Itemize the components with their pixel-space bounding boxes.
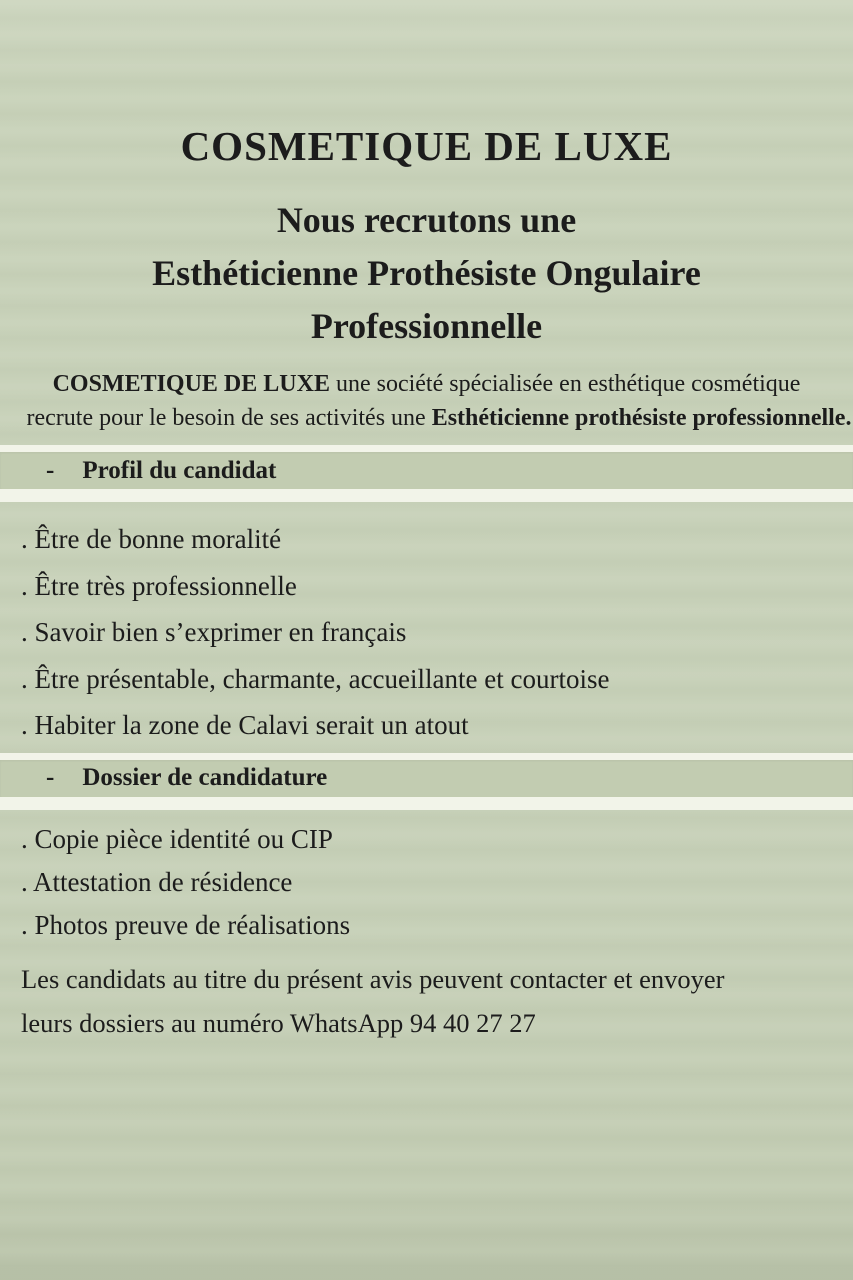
list-item-piece-identite: . Copie pièce identité ou CIP bbox=[21, 823, 333, 854]
intro-company-name: COSMETIQUE DE LUXE bbox=[52, 371, 330, 397]
intro-line-2-text: recrute pour le besoin de ses activités une bbox=[26, 405, 432, 431]
list-item-attestation: . Attestation de résidence bbox=[21, 866, 293, 897]
list-item-calavi: . Habiter la zone de Calavi serait un atout bbox=[21, 710, 469, 740]
section-header-dossier bbox=[0, 753, 853, 810]
subtitle-line-2: Esthéticienne Prothésiste Ongulaire bbox=[152, 253, 701, 293]
section-dash: - bbox=[46, 764, 55, 791]
contact-line-2 bbox=[21, 1001, 853, 1045]
subtitle bbox=[0, 194, 853, 353]
page-title: COSMETIQUE DE LUXE bbox=[180, 123, 673, 169]
dossier-list bbox=[0, 818, 853, 947]
intro-role-name: Esthéticienne prothésiste professionnelle. bbox=[431, 405, 852, 431]
contact-line-1: Les candidats au titre du présent avis peuvent contacter et envoyer bbox=[21, 963, 725, 994]
section-heading-dossier: Dossier de candidature bbox=[82, 764, 328, 791]
intro-line-1 bbox=[27, 367, 827, 401]
list-item-photos: . Photos preuve de réalisations bbox=[21, 909, 351, 940]
list-item-presentable: . Être présentable, charmante, accueillante et courtoise bbox=[21, 663, 610, 694]
contact-paragraph bbox=[0, 957, 853, 1045]
contact-line-2-text: leurs dossiers au numéro WhatsApp bbox=[21, 1007, 410, 1038]
intro-paragraph bbox=[26, 367, 852, 435]
list-item-moralite: . Être de bonne moralité bbox=[21, 524, 282, 554]
subtitle-line-1: Nous recrutons une bbox=[276, 200, 577, 240]
section-header-profil bbox=[0, 445, 853, 502]
section-dash: - bbox=[46, 456, 55, 484]
section-heading-profil: Profil du candidat bbox=[82, 456, 277, 484]
intro-line-1-text: une société spécialisée en esthétique cosmétique bbox=[329, 371, 801, 397]
profil-list bbox=[0, 516, 853, 749]
list-item-professionnelle: . Être très professionnelle bbox=[21, 570, 297, 601]
list-item-francais: . Savoir bien s’exprimer en français bbox=[21, 617, 407, 647]
subtitle-line-3: Professionnelle bbox=[310, 306, 543, 346]
intro-line-2 bbox=[26, 401, 852, 435]
whatsapp-number: 94 40 27 27 bbox=[409, 1007, 536, 1038]
